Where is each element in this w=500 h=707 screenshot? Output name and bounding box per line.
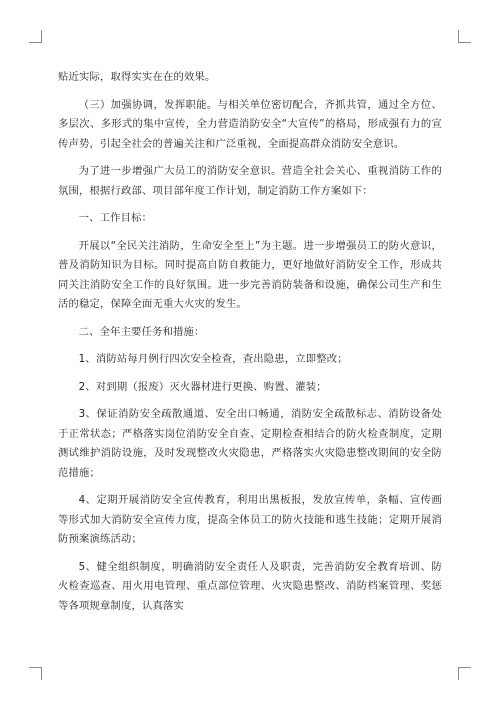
document-body	[58, 68, 442, 616]
list-item-3: 3、保证消防安全疏散通道、安全出口畅通，消防安全疏散标志、消防设备处于正常状态；严格落实岗位消防安全自查、定期检查相结合的防火检查制度，定期测试维护消防设施，及时发现整改火灾隐患，严格落实火灾隐患整改期间的安全防范措施；	[58, 408, 442, 479]
list-item-2: 2、对到期（报废）灭火器材进行更换、购置、灌装；	[78, 380, 327, 393]
list-item-1: 1、消防站每月例行四次安全检查，查出隐患，立即整改；	[78, 353, 348, 365]
paragraph-goals: 开展以“全民关注消防，生命安全至上”为主题。进一步增强员工的防火意识，普及消防知识为目标。同时提高自防自救能力，更好地做好消防安全工作，形成共同关注消防安全工作的良好氛围。进一步完善消防装备和设施，确保公司生产和生活的稳定，保障全面无重大火灾的发生。	[58, 239, 442, 310]
crop-mark-bottom-left	[29, 667, 42, 680]
list-item-5: 5、健全组织制度，明确消防安全责任人及职责，完善消防安全教育培训、防火检查巡查、用火用电管理、重点部位管理、火灾隐患整改、消防档案管理、奖惩等各项规章制度，认真落实	[58, 560, 442, 612]
paragraph-purpose: 为了进一步增强广大员工的消防安全意识。营造全社会关心、重视消防工作的氛围，根据行政部、项目部年度工作计划，制定消防工作方案如下：	[58, 165, 442, 197]
heading-work-goals: 一、工作目标：	[78, 212, 153, 224]
paragraph-coordination: （三）加强协调，发挥职能。与相关单位密切配合，齐抓共管，通过全方位、多层次、多形式的集中宣传，全力营造消防安全“大宣传”的格局，形成强有力的宣传声势，引起全社会的普遍关注和广泛重视，全面提高群众消防安全意识。	[58, 98, 442, 150]
paragraph-intro-continuation: 贴近实际，取得实实在在的效果。	[58, 71, 216, 83]
crop-mark-top-left	[29, 30, 42, 43]
heading-tasks-measures: 二、全年主要任务和措施：	[78, 325, 205, 338]
list-item-4: 4、定期开展消防安全宣传教育，利用出黑板报，发放宣传单，条幅、宣传画等形式加大消防安全宣传力度，提高全体员工的防火技能和逃生技能；定期开展消防预案演练活动；	[58, 494, 442, 545]
crop-mark-top-right	[458, 30, 471, 43]
crop-mark-bottom-right	[458, 667, 471, 680]
